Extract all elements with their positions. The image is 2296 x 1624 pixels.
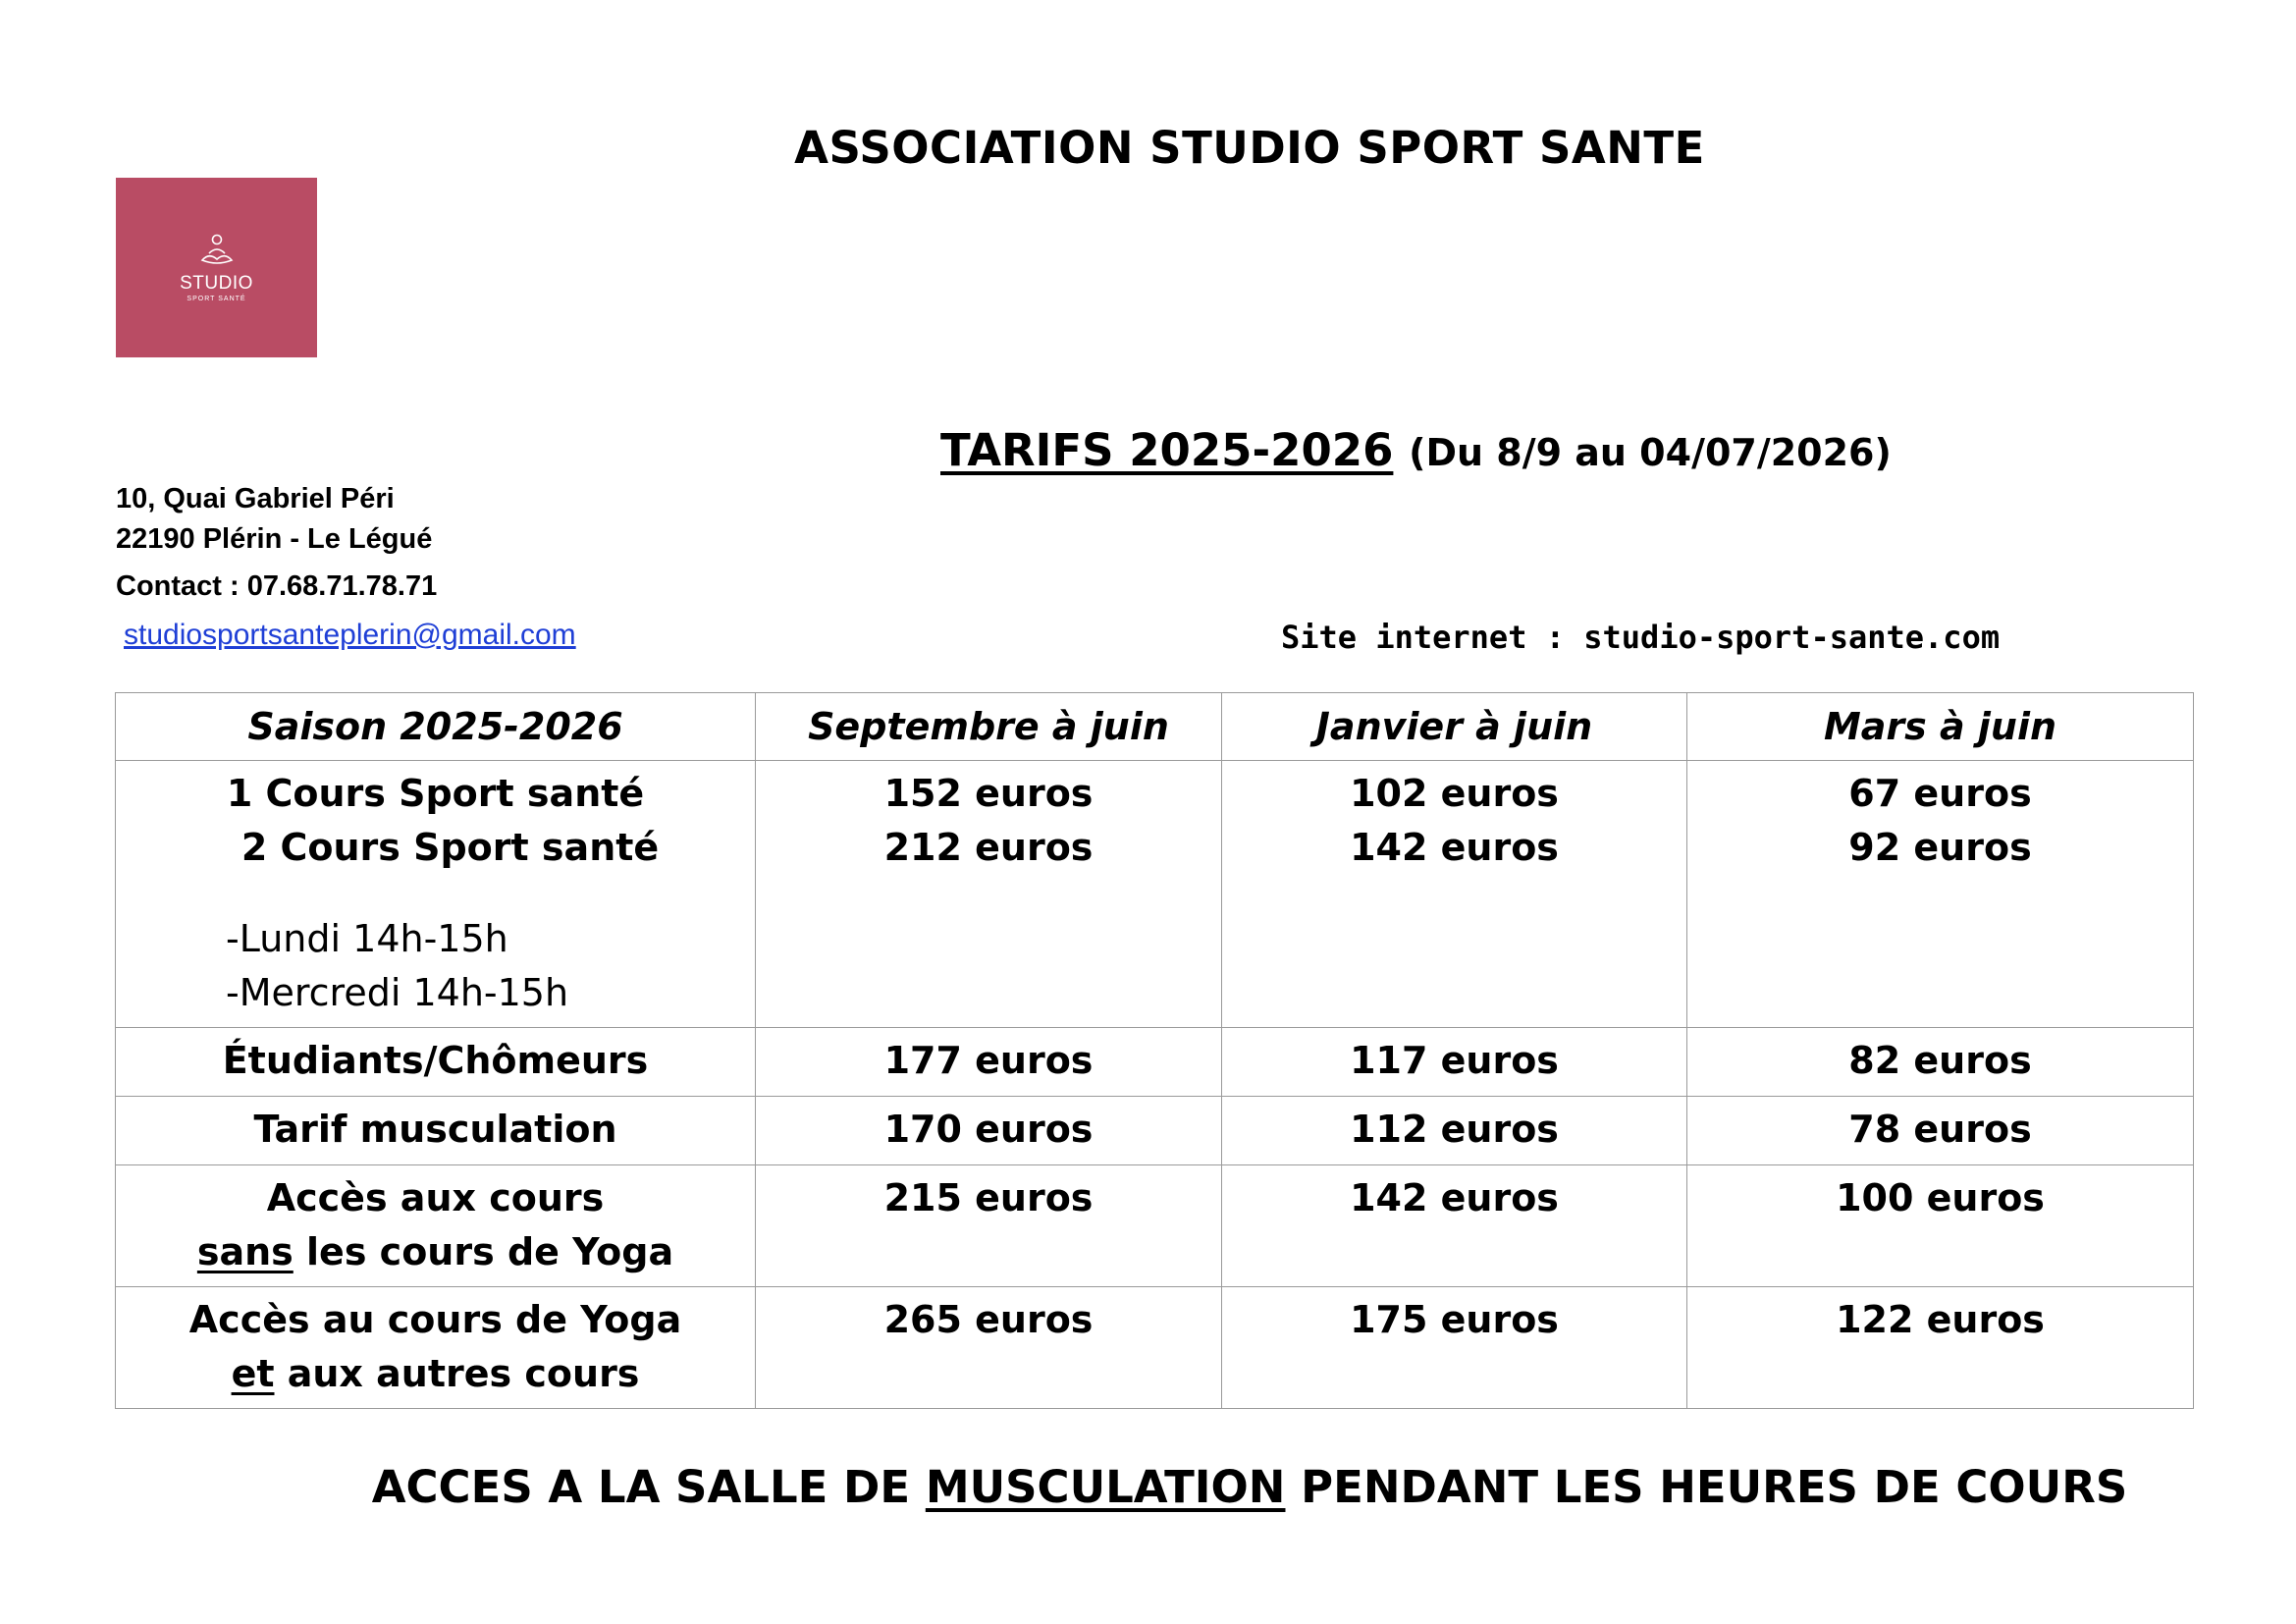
row-label: [116, 1165, 756, 1287]
footer-note: [0, 1461, 2296, 1513]
price-mar: 100 euros: [1836, 1176, 2045, 1219]
tarifs-date-range: (Du 8/9 au 04/07/2026): [1409, 431, 1892, 474]
label-acces-yoga: Accès au cours de Yoga: [188, 1298, 682, 1341]
price-cell: [756, 1028, 1222, 1097]
table-row: [116, 1165, 2194, 1287]
header-season: Saison 2025-2026: [116, 693, 756, 761]
price-sep: 215 euros: [883, 1176, 1094, 1219]
website-text: Site internet : studio-sport-sante.com: [1281, 619, 2001, 656]
label-2-cours: 2 Cours Sport santé: [240, 826, 660, 869]
table-row: [116, 1287, 2194, 1409]
price-sep: 265 euros: [883, 1298, 1094, 1341]
price-cell: [1687, 1097, 2194, 1165]
label-et-autres: [116, 1347, 755, 1401]
label-et-word: et: [231, 1352, 275, 1395]
label-sans-yoga: [116, 1225, 755, 1279]
price-jan: 117 euros: [1350, 1039, 1559, 1082]
row-label: [116, 1287, 756, 1409]
price-2-mar: 92 euros: [1848, 826, 2032, 869]
price-cell: [1222, 1287, 1687, 1409]
price-sep: 170 euros: [883, 1108, 1094, 1151]
tarifs-table: [115, 692, 2194, 1409]
logo-word: STUDIO: [180, 272, 253, 294]
price-cell: [1687, 761, 2194, 1028]
price-sep: 177 euros: [883, 1039, 1094, 1082]
page-title: ASSOCIATION STUDIO SPORT SANTE: [794, 122, 1705, 174]
price-2-jan: 142 euros: [1350, 826, 1559, 869]
price-cell: [1222, 1097, 1687, 1165]
price-cell: [756, 761, 1222, 1028]
price-mar: 82 euros: [1848, 1039, 2032, 1082]
header-sep-jun: Septembre à juin: [756, 693, 1222, 761]
price-jan: 112 euros: [1350, 1108, 1559, 1151]
price-cell: [1687, 1287, 2194, 1409]
price-cell: [1222, 1028, 1687, 1097]
schedule-lundi: -Lundi 14h-15h: [226, 917, 508, 960]
label-etudiants: Étudiants/Chômeurs: [222, 1039, 649, 1082]
header-jan-jun: Janvier à juin: [1222, 693, 1687, 761]
price-jan: 142 euros: [1350, 1176, 1559, 1219]
price-cell: [1687, 1165, 2194, 1287]
studio-logo: [116, 178, 317, 357]
price-1-jan: 102 euros: [1350, 772, 1559, 815]
header-mar-jun: Mars à juin: [1687, 693, 2194, 761]
label-musculation: Tarif musculation: [253, 1108, 617, 1151]
label-sans-rest: les cours de Yoga: [293, 1230, 674, 1273]
footer-after: PENDANT LES HEURES DE COURS: [1285, 1461, 2128, 1513]
schedule-mercredi: -Mercredi 14h-15h: [226, 971, 569, 1014]
price-cell: [1222, 761, 1687, 1028]
label-1-cours: 1 Cours Sport santé: [226, 772, 645, 815]
logo-subtitle: SPORT SANTÉ: [187, 295, 246, 302]
price-cell: [1222, 1165, 1687, 1287]
price-cell: [1687, 1028, 2194, 1097]
table-row: [116, 1028, 2194, 1097]
contact-phone: Contact : 07.68.71.78.71: [116, 570, 438, 602]
label-sans-word: sans: [196, 1230, 294, 1273]
price-cell: [756, 1165, 1222, 1287]
price-2-sep: 212 euros: [883, 826, 1094, 869]
footer-musculation: MUSCULATION: [925, 1461, 1286, 1513]
price-1-mar: 67 euros: [1848, 772, 2032, 815]
price-mar: 122 euros: [1836, 1298, 2045, 1341]
table-header-row: [116, 693, 2194, 761]
label-et-rest: aux autres cours: [274, 1352, 640, 1395]
price-cell: [756, 1097, 1222, 1165]
footer-before: ACCES A LA SALLE DE: [371, 1461, 926, 1513]
address-street: 10, Quai Gabriel Péri: [116, 483, 395, 514]
price-mar: 78 euros: [1848, 1108, 2032, 1151]
table-row: [116, 761, 2194, 1028]
label-acces-cours: Accès aux cours: [266, 1176, 605, 1219]
tarifs-title: TARIFS 2025-2026: [940, 424, 1394, 476]
address-city: 22190 Plérin - Le Légué: [116, 523, 433, 555]
row-label: [116, 1097, 756, 1165]
price-jan: 175 euros: [1350, 1298, 1559, 1341]
table-row: [116, 1097, 2194, 1165]
price-1-sep: 152 euros: [883, 772, 1094, 815]
row-label: [116, 761, 756, 1028]
price-cell: [756, 1287, 1222, 1409]
email-link[interactable]: studiosportsanteplerin@gmail.com: [124, 619, 576, 651]
row-label: [116, 1028, 756, 1097]
meditation-icon: [197, 234, 237, 267]
tarifs-heading: [940, 424, 1892, 476]
